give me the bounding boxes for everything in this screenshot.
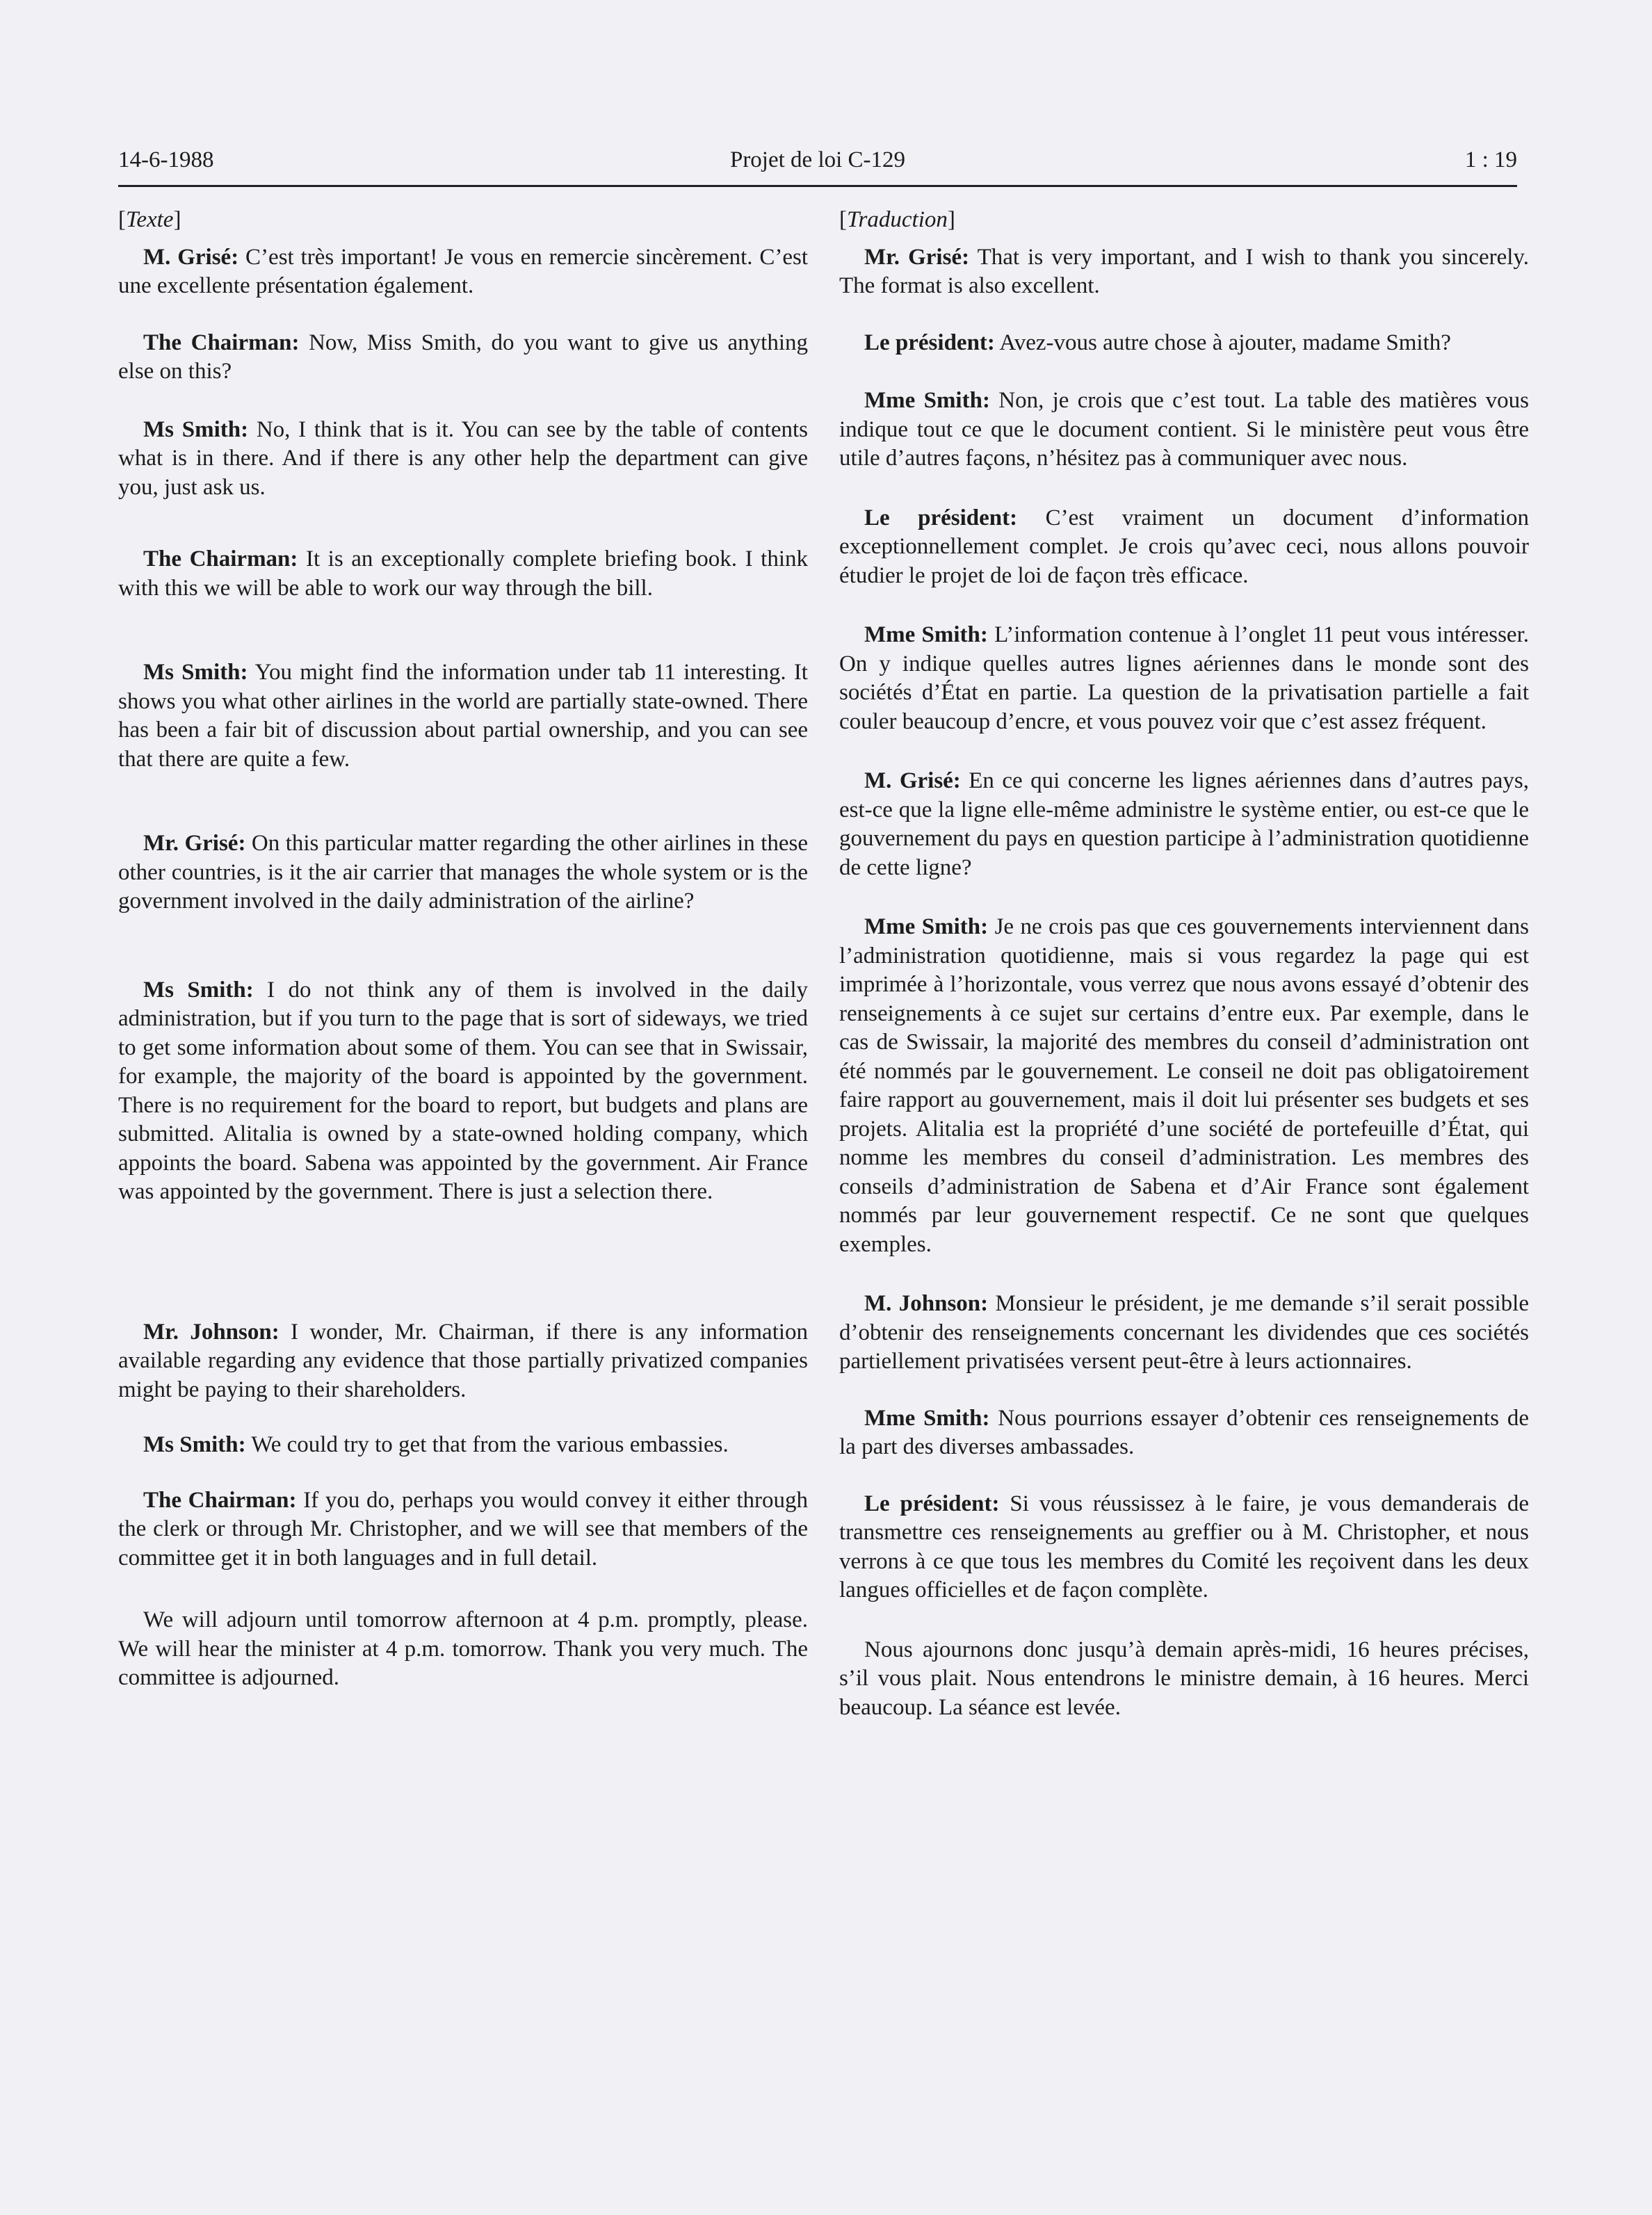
paragraph: M. Grisé: C’est très important! Je vous en remercie sincèrement. C’est une excellente présentation également. <box>118 244 809 298</box>
paragraph: Ms Smith: You might find the information under tab 11 interesting. It shows you what other airlines in the world are partially state-owned. There has been a fair bit of discussion about partial ownership, and you can see that there are quite a few. <box>118 660 808 772</box>
paragraph: Mme Smith: Non, je crois que c’est tout. La table des matières vous indique tout ce que le document contient. Si le ministère peut vous être utile d’autres façons, n’hésitez pas à communiquer avec nous. <box>839 388 1529 471</box>
paragraph: M. Johnson: Monsieur le président, je me demande s’il serait possible d’obtenir des renseignements concernant les dividendes que ces sociétés partiellement privatisées versent peut-être à leurs actionnaires. <box>839 1291 1530 1374</box>
paragraph: Le président: C’est vraiment un document d’information exceptionnellement complet. Je crois qu’avec ceci, nous allons pouvoir étudier le projet de loi de façon très efficace. <box>839 505 1530 588</box>
column-tag-texte: [Texte] <box>118 207 181 232</box>
paragraph: Mr. Johnson: I wonder, Mr. Chairman, if there is any information available regarding any evidence that those partially privatized companies might be paying to their shareholders. <box>118 1319 809 1402</box>
paragraph: Mr. Grisé: That is very important, and I wish to thank you sincerely. The format is also excellent. <box>839 244 1530 298</box>
paragraph: We will adjourn until tomorrow afternoon at 4 p.m. promptly, please. We will hear the minister at 4 p.m. tomorrow. Thank you very much. The committee is adjourned. <box>118 1607 808 1690</box>
paragraph: The Chairman: It is an exceptionally complete briefing book. I think with this we will be able to work our way through the bill. <box>118 546 809 601</box>
paragraph: Mr. Grisé: On this particular matter regarding the other airlines in these other countries, is it the air carrier that manages the whole system or is the government involved in the daily administration of the airline? <box>118 831 809 914</box>
paragraph: Le président: Avez-vous autre chose à ajouter, madame Smith? <box>864 330 1451 355</box>
french-column <box>839 206 1529 1722</box>
paragraph: Mme Smith: Je ne crois pas que ces gouvernements interviennent dans l’administration quotidienne, mais si vous regardez la page qui est imprimée à l’horizontale, vous verrez que nous avons essayé d’obtenir des renseignements à ce sujet sur certains d’entre eux. Par exemple, dans le cas de Swissair, la majorité des membres du conseil d’administration ont été nommés par le gouvernement. Le conseil ne doit pas obligatoirement faire rapport au gouvernement, mais il doit lui présenter ses budgets et ses projets. Alitalia est la propriété d’une société de portefeuille d’État, qui nomme les membres du conseil d’administration. Les membres des conseils d’administration de Sabena et d’Air France sont également nommés par leur gouvernement respectif. Ce ne sont que quelques exemples. <box>839 914 1529 1257</box>
paragraph: M. Grisé: En ce qui concerne les lignes aériennes dans d’autres pays, est-ce que la ligne elle-même administre le système entier, ou est-ce que le gouvernement du pays en question participe à l’administration quotidienne de cette ligne? <box>839 768 1530 880</box>
page-header <box>118 147 1517 181</box>
paragraph: Mme Smith: L’information contenue à l’onglet 11 peut vous intéresser. On y indique quelles autres lignes aériennes dans le monde sont des sociétés d’État en partie. La question de la privatisation partielle a fait couler beaucoup d’encre, et vous pouvez voir que c’est assez fréquent. <box>839 622 1529 734</box>
paragraph: Ms Smith: I do not think any of them is involved in the daily administration, but if you turn to the page that is sort of sideways, we tried to get some information about some of them. You can see that in Swissair, for example, the majority of the board is appointed by the government. There is no requirement for the board to report, but budgets and plans are submitted. Alitalia is owned by a state-owned holding company, which appoints the board. Sabena was appointed by the government. Air France was appointed by the government. There is just a selection there. <box>118 977 808 1204</box>
paragraph: Ms Smith: We could try to get that from the various embassies. <box>143 1432 729 1457</box>
paragraph: The Chairman: Now, Miss Smith, do you want to give us anything else on this? <box>118 330 809 384</box>
header-date: 14-6-1988 <box>118 147 214 172</box>
english-column <box>118 206 808 1693</box>
column-tag-traduction: [Traduction] <box>839 207 955 232</box>
header-rule <box>118 185 1517 187</box>
header-title: Projet de loi C-129 <box>729 147 906 172</box>
paragraph: Nous ajournons donc jusqu’à demain après-midi, 16 heures précises, s’il vous plait. Nous entendrons le ministre demain, à 16 heures. Merci beaucoup. La séance est levée. <box>839 1637 1529 1720</box>
paragraph: Le président: Si vous réussissez à le faire, je vous demanderais de transmettre ces renseignements au greffier ou à M. Christopher, et nous verrons à ce que tous les membres du Comité les reçoivent dans les deux langues officielles et de façon complète. <box>839 1491 1530 1603</box>
paragraph: Mme Smith: Nous pourrions essayer d’obtenir ces renseignements de la part des diverses ambassades. <box>839 1405 1529 1459</box>
header-page-number: 1 : 19 <box>1464 147 1517 172</box>
paragraph: The Chairman: If you do, perhaps you would convey it either through the clerk or through Mr. Christopher, and we will see that members of the committee get it in both languages and in full detail. <box>118 1487 808 1571</box>
paragraph: Ms Smith: No, I think that is it. You can see by the table of contents what is in there. And if there is any other help the department can give you, just ask us. <box>118 416 808 500</box>
